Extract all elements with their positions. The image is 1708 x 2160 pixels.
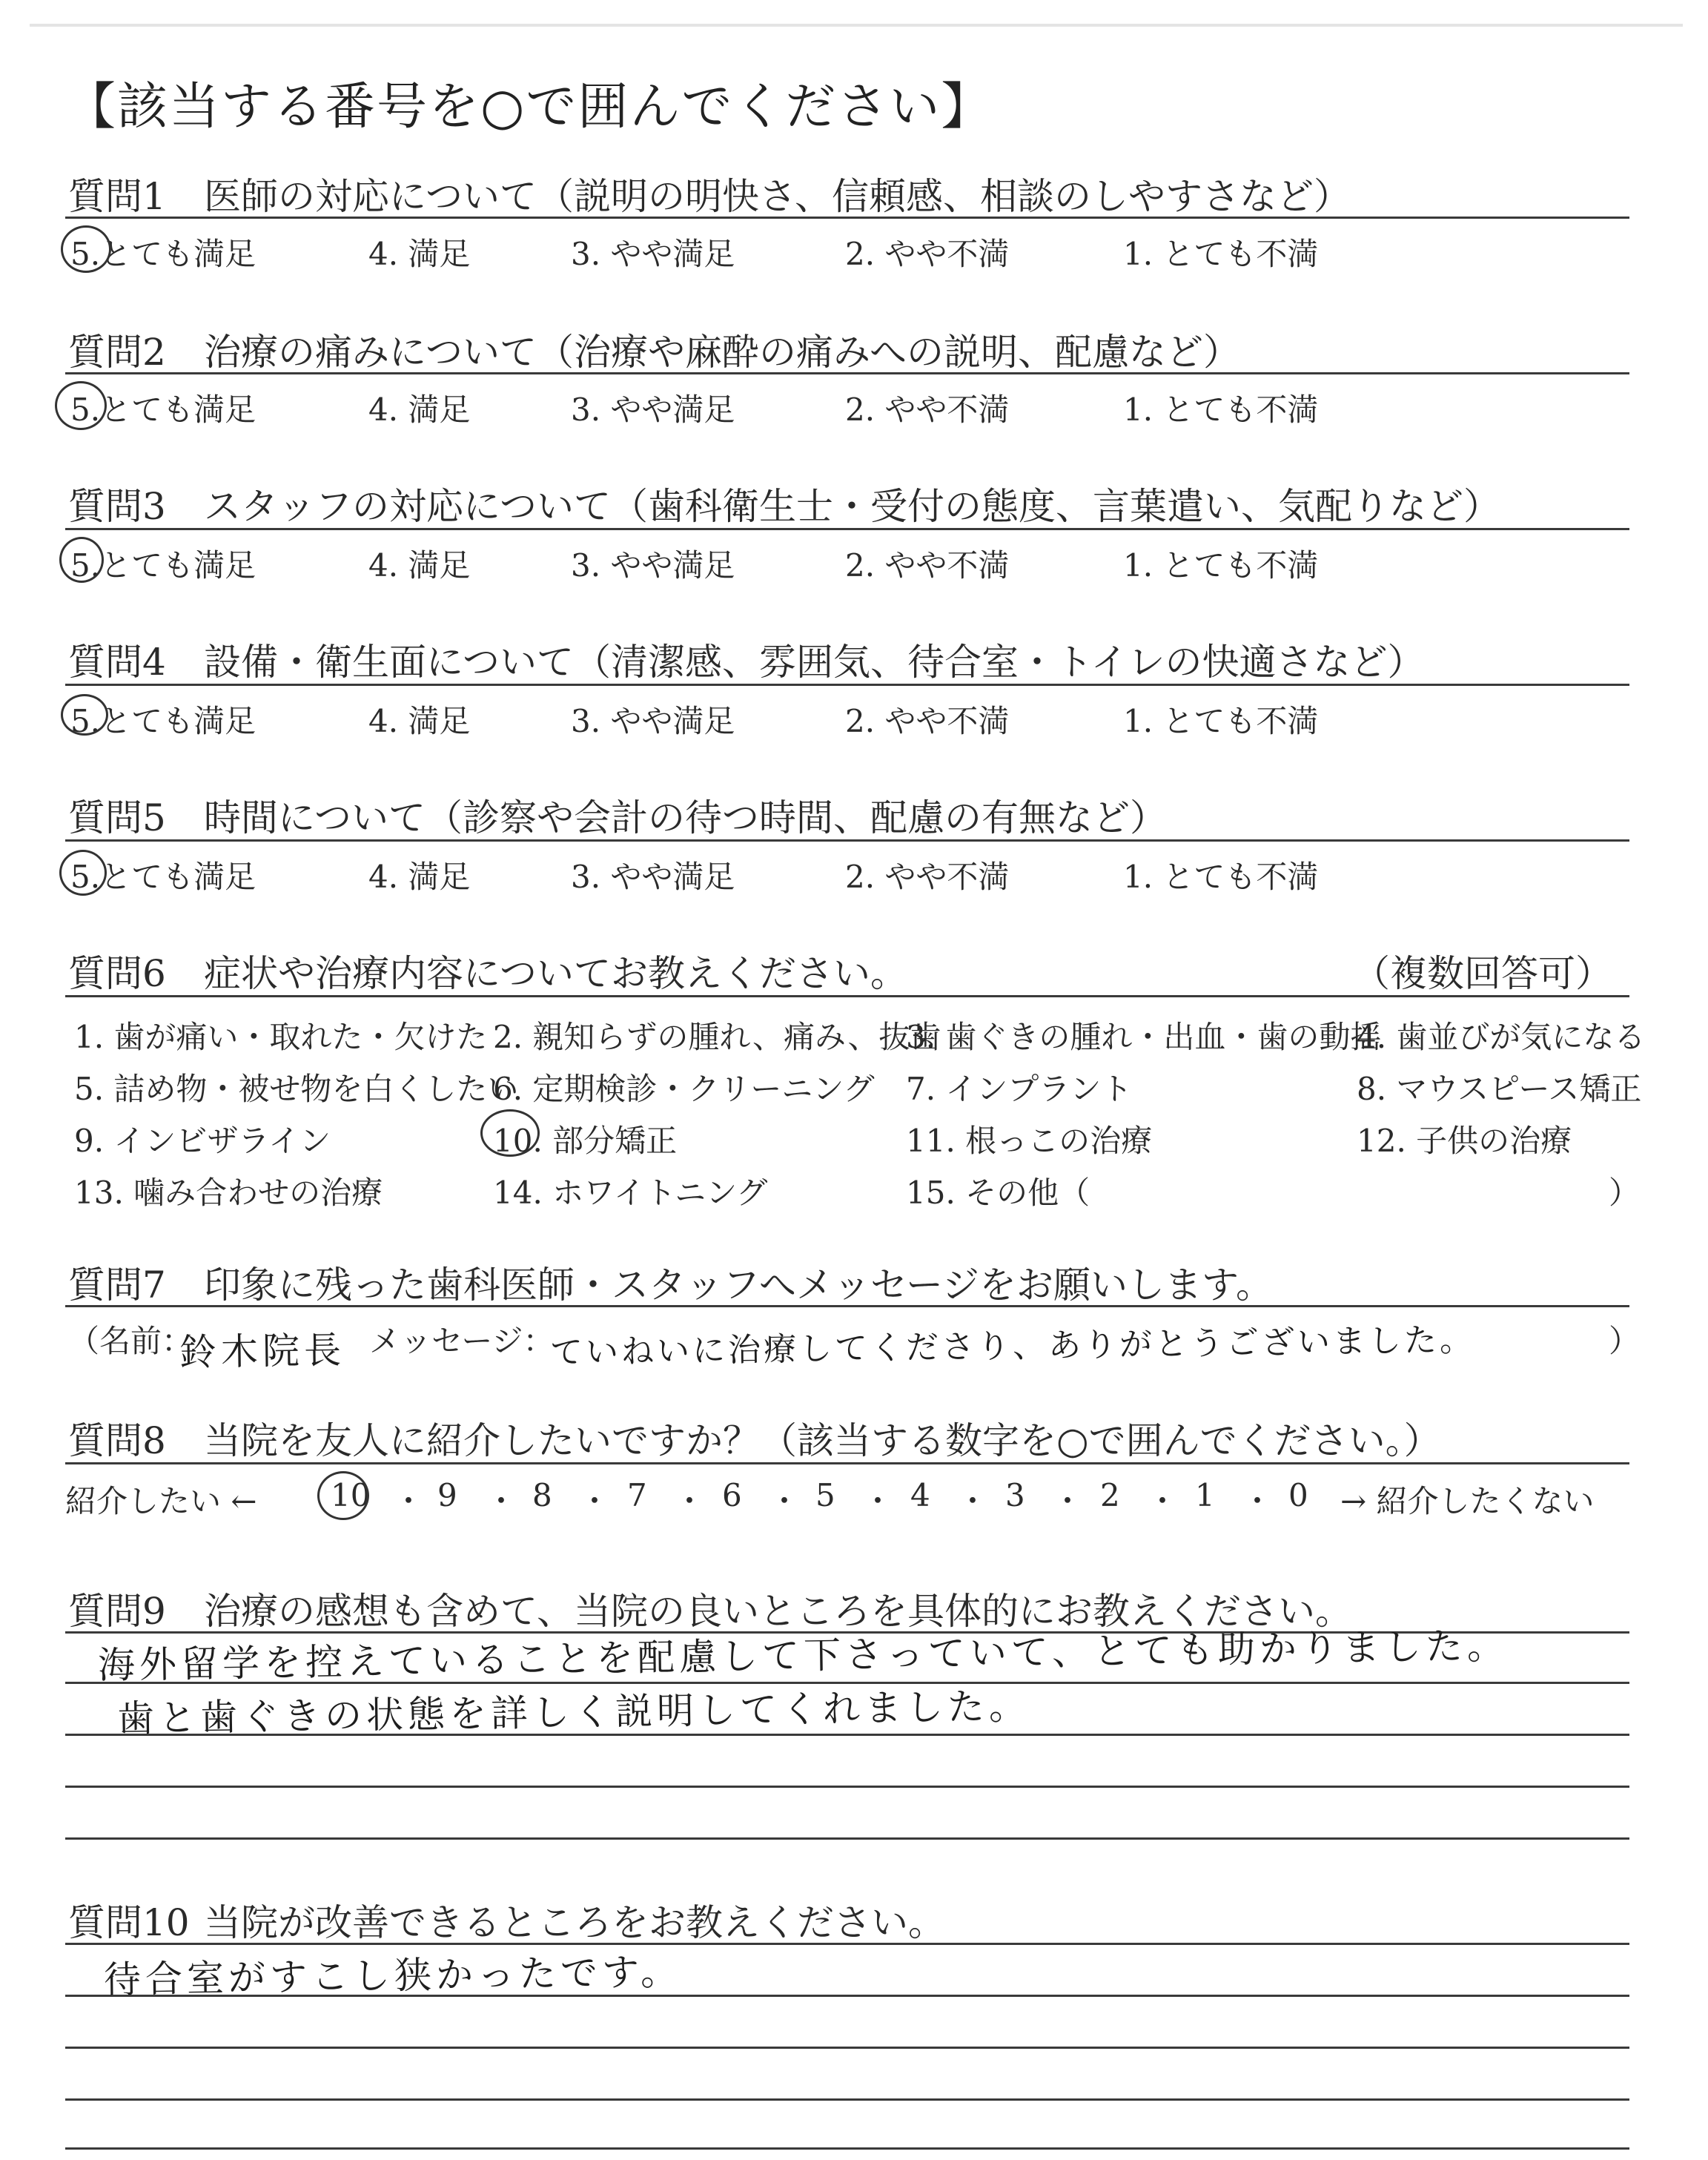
- symptom-option[interactable]: 12. 子供の治療: [1357, 1123, 1572, 1159]
- option-5[interactable]: 5.とても満足: [70, 859, 256, 895]
- scale-2[interactable]: 2: [1100, 1477, 1120, 1513]
- symptom-option[interactable]: 4. 歯並びが気になる: [1357, 1019, 1646, 1055]
- scale-7[interactable]: 7: [627, 1477, 647, 1513]
- symptom-option[interactable]: 14. ホワイトニング: [493, 1175, 768, 1211]
- recommend-right-label: → 紹介したくない: [1340, 1483, 1595, 1519]
- message-label: メッセージ：: [369, 1323, 555, 1359]
- option-4[interactable]: 4. 満足: [368, 392, 471, 428]
- answer-line: [65, 1786, 1629, 1788]
- option-3[interactable]: 3. やや満足: [571, 703, 735, 739]
- scale-0[interactable]: 0: [1288, 1477, 1308, 1513]
- option-2[interactable]: 2. やや不満: [845, 236, 1010, 272]
- question-text: 症状や治療内容についてお教えください。: [204, 952, 907, 995]
- option-4[interactable]: 4. 満足: [368, 547, 471, 584]
- question-label: 質問1: [68, 175, 166, 218]
- answer-line: [65, 2147, 1629, 2150]
- question-label: 質問6: [68, 952, 166, 995]
- answer-handwritten[interactable]: 海外留学を控えていることを配慮して下さっていて、とても助かりました。: [97, 1624, 1509, 1687]
- answer-handwritten[interactable]: 待合室がすこし狭かったです。: [103, 1950, 683, 2001]
- question-label: 質問3: [68, 485, 166, 528]
- option-3[interactable]: 3. やや満足: [571, 392, 735, 428]
- option-1[interactable]: 1. とても不満: [1123, 236, 1319, 272]
- scale-dot: ・: [393, 1483, 425, 1519]
- selection-circle: [317, 1471, 369, 1520]
- question-text: 医師の対応について（説明の明快さ、信頼感、相談のしやすさなど）: [204, 175, 1351, 218]
- recommend-left-label: 紹介したい ←: [65, 1483, 257, 1519]
- answer-line: [65, 2047, 1629, 2049]
- option-4[interactable]: 4. 満足: [368, 859, 471, 895]
- scale-3[interactable]: 3: [1005, 1477, 1025, 1513]
- scale-5[interactable]: 5: [815, 1477, 835, 1513]
- symptom-option[interactable]: 2. 親知らずの腫れ、痛み、抜歯: [493, 1019, 941, 1055]
- option-1[interactable]: 1. とても不満: [1123, 547, 1319, 584]
- scale-dot: ・: [769, 1483, 801, 1519]
- option-5[interactable]: 5.とても満足: [70, 547, 256, 584]
- divider: [65, 995, 1629, 997]
- symptom-option[interactable]: 7. インプラント: [906, 1071, 1133, 1107]
- scale-dot: ・: [1242, 1483, 1274, 1519]
- other-close-paren: ）: [1609, 1175, 1641, 1211]
- scale-dot: ・: [579, 1483, 611, 1519]
- option-4[interactable]: 4. 満足: [368, 236, 471, 272]
- symptom-option[interactable]: 1. 歯が痛い・取れた・欠けた: [74, 1019, 488, 1055]
- symptom-option[interactable]: 10. 部分矯正: [493, 1123, 678, 1159]
- name-label: （名前：: [68, 1323, 193, 1359]
- message-handwritten[interactable]: ていねいに治療してくださり、ありがとうございました。: [549, 1321, 1476, 1372]
- question-text: 当院を友人に紹介したいですか？（該当する数字を○で囲んでください。）: [204, 1419, 1441, 1462]
- scale-10[interactable]: 10: [331, 1477, 371, 1513]
- selection-circle: [480, 1109, 540, 1157]
- option-2[interactable]: 2. やや不満: [845, 547, 1010, 584]
- selection-circle: [59, 537, 104, 583]
- symptom-option[interactable]: 13. 噛み合わせの治療: [74, 1175, 383, 1211]
- question-label: 質問7: [68, 1264, 166, 1307]
- option-1[interactable]: 1. とても不満: [1123, 392, 1319, 428]
- symptom-option[interactable]: 15. その他（: [906, 1175, 1090, 1211]
- question-label: 質問5: [68, 796, 166, 839]
- question-label: 質問8: [68, 1419, 166, 1462]
- option-3[interactable]: 3. やや満足: [571, 547, 735, 584]
- question-text: 当院が改善できるところをお教えください。: [204, 1901, 945, 1944]
- question-label: 質問9: [68, 1590, 166, 1633]
- symptom-option[interactable]: 3. 歯ぐきの腫れ・出血・歯の動揺: [906, 1019, 1382, 1055]
- scan-edge-line: [30, 24, 1683, 27]
- divider: [65, 217, 1629, 219]
- divider: [65, 684, 1629, 686]
- scale-dot: ・: [1052, 1483, 1084, 1519]
- question-text: 時間について（診察や会計の待つ時間、配慮の有無など）: [204, 796, 1167, 839]
- page-title: 【該当する番号を○で囲んでください】: [65, 78, 993, 136]
- selection-circle: [61, 694, 108, 736]
- symptom-option[interactable]: 6. 定期検診・クリーニング: [493, 1071, 875, 1107]
- selection-circle: [55, 381, 107, 430]
- scale-8[interactable]: 8: [532, 1477, 552, 1513]
- question-label: 質問4: [68, 641, 166, 684]
- option-1[interactable]: 1. とても不満: [1123, 859, 1319, 895]
- multiple-answers-note: （複数回答可）: [1353, 952, 1612, 995]
- answer-handwritten[interactable]: 歯と歯ぐきの状態を詳しく説明してくれました。: [116, 1684, 1031, 1740]
- selection-circle: [59, 850, 107, 896]
- option-1[interactable]: 1. とても不満: [1123, 703, 1319, 739]
- answer-line: [65, 2098, 1629, 2101]
- symptom-option[interactable]: 11. 根っこの治療: [906, 1123, 1153, 1159]
- divider: [65, 1462, 1629, 1464]
- scale-dot: ・: [486, 1483, 517, 1519]
- option-3[interactable]: 3. やや満足: [571, 236, 735, 272]
- scale-6[interactable]: 6: [722, 1477, 742, 1513]
- selection-circle: [61, 225, 111, 273]
- message-close-paren: ）: [1609, 1323, 1641, 1359]
- option-5[interactable]: 5.とても満足: [70, 236, 256, 272]
- divider: [65, 839, 1629, 842]
- question-label: 質問2: [68, 331, 166, 374]
- scale-dot: ・: [1147, 1483, 1179, 1519]
- scale-9[interactable]: 9: [437, 1477, 457, 1513]
- question-label: 質問10: [68, 1901, 190, 1944]
- option-4[interactable]: 4. 満足: [368, 703, 471, 739]
- symptom-option[interactable]: 9. インビザライン: [74, 1123, 331, 1159]
- option-3[interactable]: 3. やや満足: [571, 859, 735, 895]
- question-text: 治療の感想も含めて、当院の良いところを具体的にお教えください。: [204, 1590, 1352, 1633]
- divider: [65, 1943, 1629, 1945]
- symptom-option[interactable]: 8. マウスピース矯正: [1357, 1071, 1642, 1107]
- divider: [65, 1305, 1629, 1307]
- scale-dot: ・: [862, 1483, 894, 1519]
- question-text: 設備・衛生面について（清潔感、雰囲気、待合室・トイレの快適さなど）: [204, 641, 1425, 684]
- name-handwritten[interactable]: 鈴木院長: [179, 1328, 346, 1374]
- symptom-option[interactable]: 5. 詰め物・被せ物を白くしたい: [74, 1071, 519, 1107]
- option-2[interactable]: 2. やや不満: [845, 392, 1010, 428]
- scale-dot: ・: [674, 1483, 706, 1519]
- question-text: 印象に残った歯科医師・スタッフへメッセージをお願いします。: [204, 1264, 1273, 1307]
- scale-1[interactable]: 1: [1195, 1477, 1215, 1513]
- answer-line: [65, 1837, 1629, 1840]
- option-5[interactable]: 5.とても満足: [70, 703, 256, 739]
- divider: [65, 528, 1629, 530]
- option-2[interactable]: 2. やや不満: [845, 703, 1010, 739]
- option-5[interactable]: 5.とても満足: [70, 392, 256, 428]
- scale-dot: ・: [957, 1483, 989, 1519]
- scale-4[interactable]: 4: [910, 1477, 930, 1513]
- option-2[interactable]: 2. やや不満: [845, 859, 1010, 895]
- question-text: 治療の痛みについて（治療や麻酔の痛みへの説明、配慮など）: [204, 331, 1240, 374]
- question-text: スタッフの対応について（歯科衛生士・受付の態度、言葉遣い、気配りなど）: [204, 485, 1500, 528]
- divider: [65, 372, 1629, 374]
